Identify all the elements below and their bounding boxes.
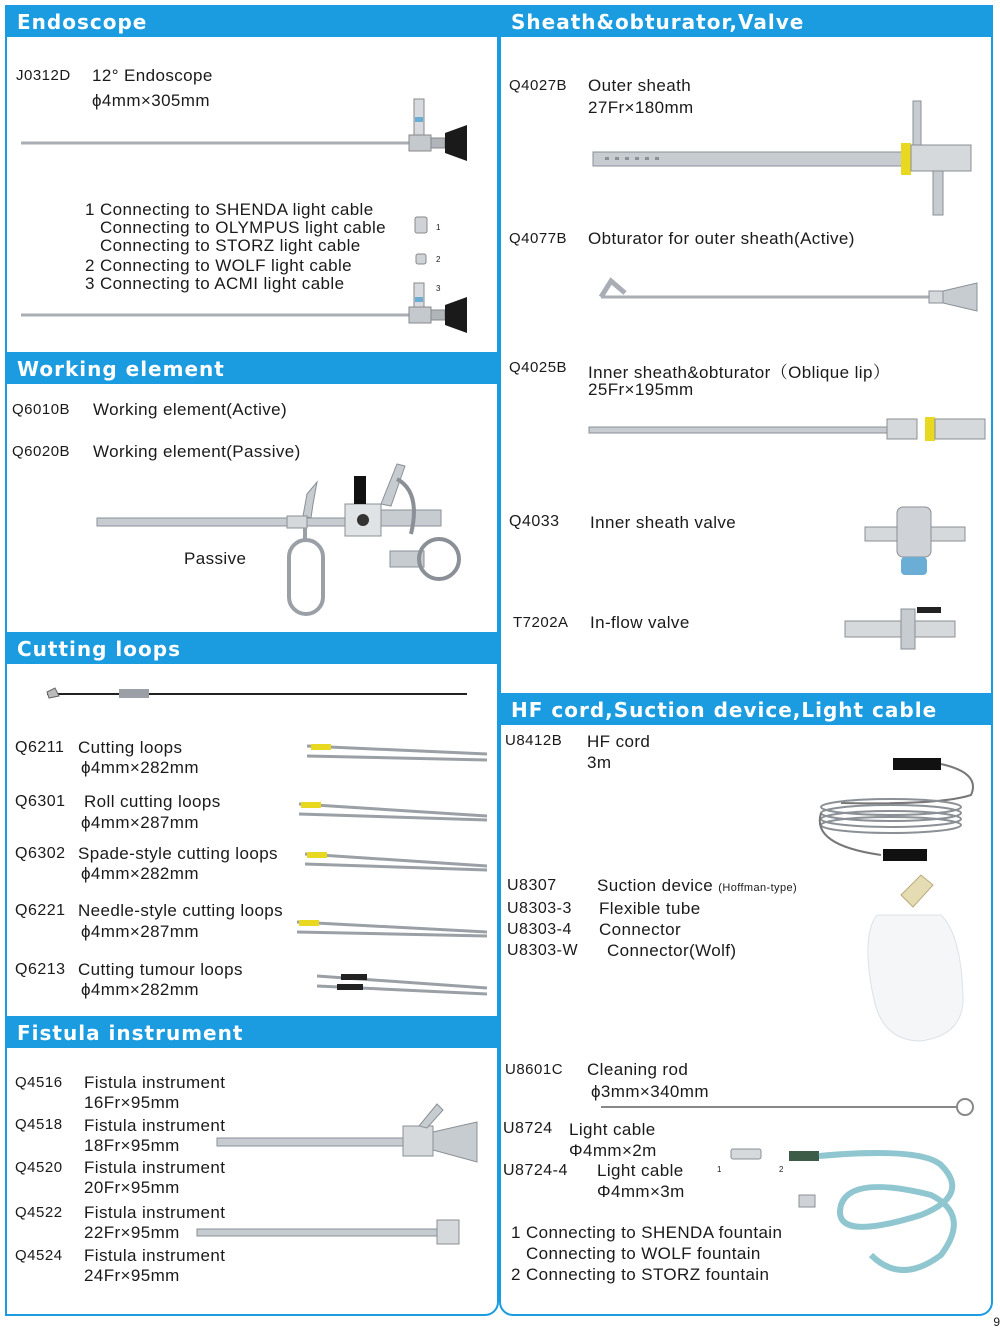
sheath-code-5: T7202A xyxy=(513,614,569,631)
cutting-loops-panel xyxy=(5,632,499,1018)
fistula-header: Fistula instrument xyxy=(7,1018,497,1048)
fistula-dim-4: 22Fr×95mm xyxy=(84,1223,180,1242)
cutting-code-2: Q6301 xyxy=(15,793,66,810)
cutting-name-2: Roll cutting loops xyxy=(84,792,221,811)
rod-code: U8601C xyxy=(505,1061,564,1078)
endoscope-marker-1: 1 xyxy=(436,223,441,232)
fistula-code-1: Q4516 xyxy=(15,1074,63,1091)
endoscope-marker-3: 3 xyxy=(436,284,441,293)
cutting-dim-3: ϕ4mm×282mm xyxy=(81,864,199,883)
sheath-code-1: Q4027B xyxy=(509,77,568,94)
sheath-code-2: Q4077B xyxy=(509,230,568,247)
sheath-dim-3: 25Fr×195mm xyxy=(588,380,694,399)
hf-cord-name: HF cord xyxy=(587,732,651,751)
endoscope-note-4: 2 Connecting to WOLF light cable xyxy=(85,256,352,275)
suction-name-3: Connector xyxy=(599,920,682,939)
sheath-name-5: In-flow valve xyxy=(590,613,690,632)
fistula-name-2: Fistula instrument xyxy=(84,1116,226,1135)
cutting-dim-5: ϕ4mm×282mm xyxy=(81,980,199,999)
fountain-note-2: Connecting to WOLF fountain xyxy=(526,1244,761,1263)
cutting-code-5: Q6213 xyxy=(15,961,66,978)
suction-name-1-text: Suction device xyxy=(597,876,714,895)
endoscope-dim: ϕ4mm×305mm xyxy=(92,91,210,110)
light-dim-1: Φ4mm×2m xyxy=(569,1141,657,1160)
sheath-code-3: Q4025B xyxy=(509,359,568,376)
endoscope-note-2: Connecting to OLYMPUS light cable xyxy=(100,218,386,237)
light-code-1: U8724 xyxy=(503,1120,553,1137)
fistula-name-5: Fistula instrument xyxy=(84,1246,226,1265)
fistula-code-4: Q4522 xyxy=(15,1204,63,1221)
working-element-image xyxy=(7,354,501,636)
fistula-name-3: Fistula instrument xyxy=(84,1158,226,1177)
cutting-dim-1: ϕ4mm×282mm xyxy=(81,758,199,777)
working-name-1: Working element(Active) xyxy=(93,400,288,419)
sheath-header: Sheath&obturator,Valve xyxy=(501,7,991,37)
suction-code-1: U8307 xyxy=(507,877,557,894)
sheath-name-2: Obturator for outer sheath(Active) xyxy=(588,229,855,248)
suction-name-1-note: (Hoffman-type) xyxy=(718,882,798,894)
hf-cord-code: U8412B xyxy=(505,732,563,749)
fistula-dim-2: 18Fr×95mm xyxy=(84,1136,180,1155)
endoscope-code: J0312D xyxy=(16,67,71,84)
sheath-code-4: Q4033 xyxy=(509,513,560,530)
fistula-code-3: Q4520 xyxy=(15,1159,63,1176)
cutting-name-5: Cutting tumour loops xyxy=(78,960,243,979)
working-label-passive: Passive xyxy=(184,549,247,568)
working-name-2: Working element(Passive) xyxy=(93,442,301,461)
endoscope-image xyxy=(7,7,501,357)
cutting-code-1: Q6211 xyxy=(15,739,65,756)
fountain-note-1: 1 Connecting to SHENDA fountain xyxy=(511,1223,783,1242)
cutting-dim-2: ϕ4mm×287mm xyxy=(81,813,199,832)
suction-name-1 xyxy=(597,876,797,896)
endoscope-name: 12° Endoscope xyxy=(92,66,213,85)
cutting-name-4: Needle-style cutting loops xyxy=(78,901,284,920)
sheath-name-3: Inner sheath&obturator（Oblique lip） xyxy=(588,363,891,382)
sheath-dim-1: 27Fr×180mm xyxy=(588,98,694,117)
light-marker-2: 2 xyxy=(779,1165,784,1174)
fistula-image xyxy=(7,1018,501,1318)
fistula-code-5: Q4524 xyxy=(15,1247,63,1264)
light-name-2: Light cable xyxy=(597,1161,684,1180)
fistula-dim-1: 16Fr×95mm xyxy=(84,1093,180,1112)
endoscope-note-5: 3 Connecting to ACMI light cable xyxy=(85,274,345,293)
rod-name: Cleaning rod xyxy=(587,1060,689,1079)
working-element-header: Working element xyxy=(7,354,497,384)
working-element-panel xyxy=(5,352,499,634)
fistula-name-1: Fistula instrument xyxy=(84,1073,226,1092)
suction-name-2: Flexible tube xyxy=(599,899,701,918)
sheath-name-4: Inner sheath valve xyxy=(590,513,737,532)
cutting-code-4: Q6221 xyxy=(15,902,66,919)
fistula-dim-3: 20Fr×95mm xyxy=(84,1178,180,1197)
cutting-name-3: Spade-style cutting loops xyxy=(78,844,278,863)
fistula-code-2: Q4518 xyxy=(15,1116,63,1133)
sheath-images xyxy=(501,7,995,697)
light-name-1: Light cable xyxy=(569,1120,656,1139)
cutting-name-1: Cutting loops xyxy=(78,738,183,757)
suction-name-4: Connector(Wolf) xyxy=(607,941,737,960)
light-dim-2: Φ4mm×3m xyxy=(597,1182,685,1201)
sheath-name-1: Outer sheath xyxy=(588,76,692,95)
endoscope-panel xyxy=(5,5,499,355)
working-code-1: Q6010B xyxy=(12,401,71,418)
fountain-note-3: 2 Connecting to STORZ fountain xyxy=(511,1265,770,1284)
sheath-panel xyxy=(499,5,993,695)
cutting-loops-header: Cutting loops xyxy=(7,634,497,664)
light-code-2: U8724-4 xyxy=(503,1162,568,1179)
light-marker-1: 1 xyxy=(717,1165,722,1174)
endoscope-note-1: 1 Connecting to SHENDA light cable xyxy=(85,200,374,219)
suction-code-2: U8303-3 xyxy=(507,900,572,917)
cutting-dim-4: ϕ4mm×287mm xyxy=(81,922,199,941)
rod-dim: ϕ3mm×340mm xyxy=(591,1082,709,1101)
endoscope-note-3: Connecting to STORZ light cable xyxy=(100,236,361,255)
suction-code-3: U8303-4 xyxy=(507,921,572,938)
page-number: 9 xyxy=(993,1315,1000,1329)
fistula-dim-5: 24Fr×95mm xyxy=(84,1266,180,1285)
endoscope-marker-2: 2 xyxy=(436,255,441,264)
hf-cord-dim: 3m xyxy=(587,753,612,772)
working-code-2: Q6020B xyxy=(12,443,71,460)
endoscope-header: Endoscope xyxy=(7,7,497,37)
fistula-name-4: Fistula instrument xyxy=(84,1203,226,1222)
fistula-panel xyxy=(5,1016,499,1316)
hf-header: HF cord,Suction device,Light cable xyxy=(501,695,991,725)
hf-panel xyxy=(499,693,993,1316)
cutting-code-3: Q6302 xyxy=(15,845,66,862)
suction-code-4: U8303-W xyxy=(507,942,579,959)
